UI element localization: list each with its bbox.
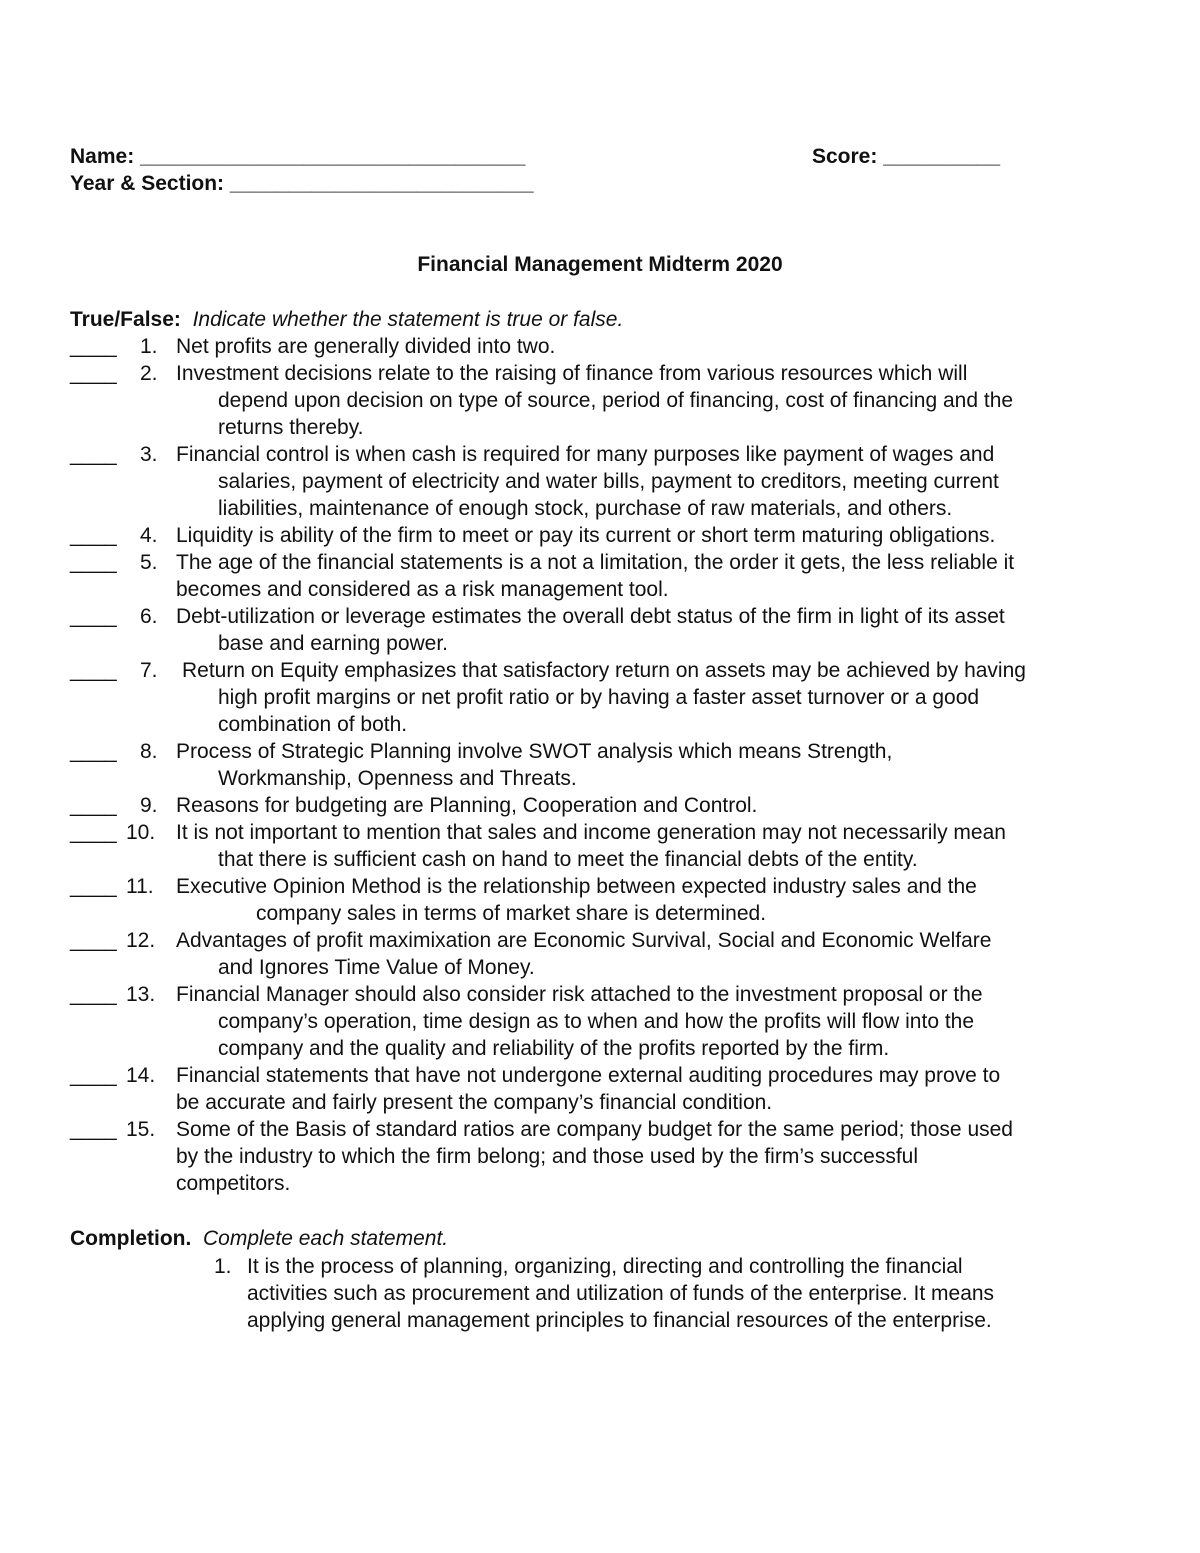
score-label: Score:	[812, 145, 878, 168]
answer-blank: ____	[70, 524, 117, 547]
item-text-line: that there is sufficient cash on hand to meet the financial debts of the entity.	[218, 848, 918, 871]
item-number: 2.	[140, 362, 158, 385]
year-section-field	[70, 170, 534, 197]
item-text-line: base and earning power.	[218, 632, 449, 655]
item-number: 15.	[126, 1118, 156, 1141]
item-text-line: activities such as procurement and utilization of funds of the enterprise. It means	[247, 1282, 995, 1305]
item-text-line: combination of both.	[218, 713, 408, 736]
item-text-line: Return on Equity emphasizes that satisfactory return on assets may be achieved by having	[182, 659, 1026, 682]
answer-blank: ____	[70, 794, 117, 817]
item-text-line: The age of the financial statements is a not a limitation, the order it gets, the less reliable it	[176, 551, 1015, 574]
completion-label: Completion.	[70, 1227, 192, 1250]
item-number: 8.	[140, 740, 158, 763]
item-text-line: competitors.	[176, 1172, 291, 1195]
answer-blank: ____	[70, 983, 117, 1006]
item-text-line: by the industry to which the firm belong; and those used by the firm’s successful	[176, 1145, 918, 1168]
item-number: 12.	[126, 929, 156, 952]
answer-blank: ____	[70, 821, 117, 844]
true-false-label: True/False:	[70, 308, 181, 331]
item-text-line: It is the process of planning, organizing, directing and controlling the financial	[247, 1255, 963, 1278]
answer-blank: ____	[70, 443, 117, 466]
true-false-instruction: Indicate whether the statement is true or false.	[192, 308, 624, 331]
item-number: 11.	[126, 875, 154, 898]
item-text-line: It is not important to mention that sales and income generation may not necessarily mean	[176, 821, 1006, 844]
answer-blank: ____	[70, 362, 117, 385]
score-blank: __________	[883, 145, 1000, 168]
item-text-line: Net profits are generally divided into two.	[176, 335, 556, 358]
answer-blank: ____	[70, 929, 117, 952]
answer-blank: ____	[70, 659, 117, 682]
item-text-line: Liquidity is ability of the firm to meet or pay its current or short term maturing obligations.	[176, 524, 996, 547]
item-number: 10.	[126, 821, 156, 844]
item-text-line: Advantages of profit maximixation are Economic Survival, Social and Economic Welfare	[176, 929, 992, 952]
item-text-line: Reasons for budgeting are Planning, Cooperation and Control.	[176, 794, 758, 817]
score-field	[812, 143, 1000, 170]
answer-blank: ____	[70, 875, 117, 898]
item-number: 5.	[140, 551, 158, 574]
name-label: Name:	[70, 145, 135, 168]
item-text-line: liabilities, maintenance of enough stock, purchase of raw materials, and others.	[218, 497, 953, 520]
item-text-line: depend upon decision on type of source, period of financing, cost of financing and the	[218, 389, 1014, 412]
completion-heading	[70, 1225, 448, 1252]
item-number: 1.	[140, 335, 158, 358]
item-number: 3.	[140, 443, 158, 466]
year-section-blank: __________________________	[229, 172, 534, 195]
name-blank: _________________________________	[140, 145, 526, 168]
item-number: 6.	[140, 605, 158, 628]
item-text-line: salaries, payment of electricity and water bills, payment to creditors, meeting current	[218, 470, 999, 493]
item-text-line: Financial control is when cash is required for many purposes like payment of wages and	[176, 443, 995, 466]
item-text-line: applying general management principles to financial resources of the enterprise.	[247, 1309, 992, 1332]
answer-blank: ____	[70, 335, 117, 358]
answer-blank: ____	[70, 1064, 117, 1087]
answer-blank: ____	[70, 605, 117, 628]
item-text-line: Workmanship, Openness and Threats.	[218, 767, 577, 790]
year-section-label: Year & Section:	[70, 172, 225, 195]
item-number: 13.	[126, 983, 156, 1006]
exam-title: Financial Management Midterm 2020	[417, 253, 783, 276]
item-text-line: Financial Manager should also consider risk attached to the investment proposal or the	[176, 983, 983, 1006]
item-number: 7.	[140, 659, 158, 682]
completion-instruction: Complete each statement.	[203, 1227, 449, 1250]
item-number: 14.	[126, 1064, 156, 1087]
item-text-line: company sales in terms of market share is determined.	[256, 902, 767, 925]
answer-blank: ____	[70, 1118, 117, 1141]
answer-blank: ____	[70, 740, 117, 763]
item-text-line: high profit margins or net profit ratio or by having a faster asset turnover or a good	[218, 686, 980, 709]
item-text-line: Investment decisions relate to the raising of finance from various resources which will	[176, 362, 968, 385]
item-text-line: Executive Opinion Method is the relationship between expected industry sales and the	[176, 875, 977, 898]
item-number: 9.	[140, 794, 158, 817]
item-text-line: be accurate and fairly present the company’s financial condition.	[176, 1091, 773, 1114]
item-text-line: company’s operation, time design as to when and how the profits will flow into the	[218, 1010, 975, 1033]
item-text-line: and Ignores Time Value of Money.	[218, 956, 535, 979]
true-false-heading	[70, 306, 623, 333]
item-text-line: Some of the Basis of standard ratios are company budget for the same period; those used	[176, 1118, 1013, 1141]
item-number: 4.	[140, 524, 158, 547]
item-text-line: becomes and considered as a risk management tool.	[176, 578, 669, 601]
item-text-line: company and the quality and reliability of the profits reported by the firm.	[218, 1037, 890, 1060]
item-text-line: returns thereby.	[218, 416, 364, 439]
item-text-line: Debt-utilization or leverage estimates the overall debt status of the firm in light of its asset	[176, 605, 1005, 628]
item-number: 1.	[214, 1255, 232, 1278]
item-text-line: Process of Strategic Planning involve SWOT analysis which means Strength,	[176, 740, 893, 763]
item-text-line: Financial statements that have not undergone external auditing procedures may prove to	[176, 1064, 1001, 1087]
name-field	[70, 143, 525, 170]
answer-blank: ____	[70, 551, 117, 574]
